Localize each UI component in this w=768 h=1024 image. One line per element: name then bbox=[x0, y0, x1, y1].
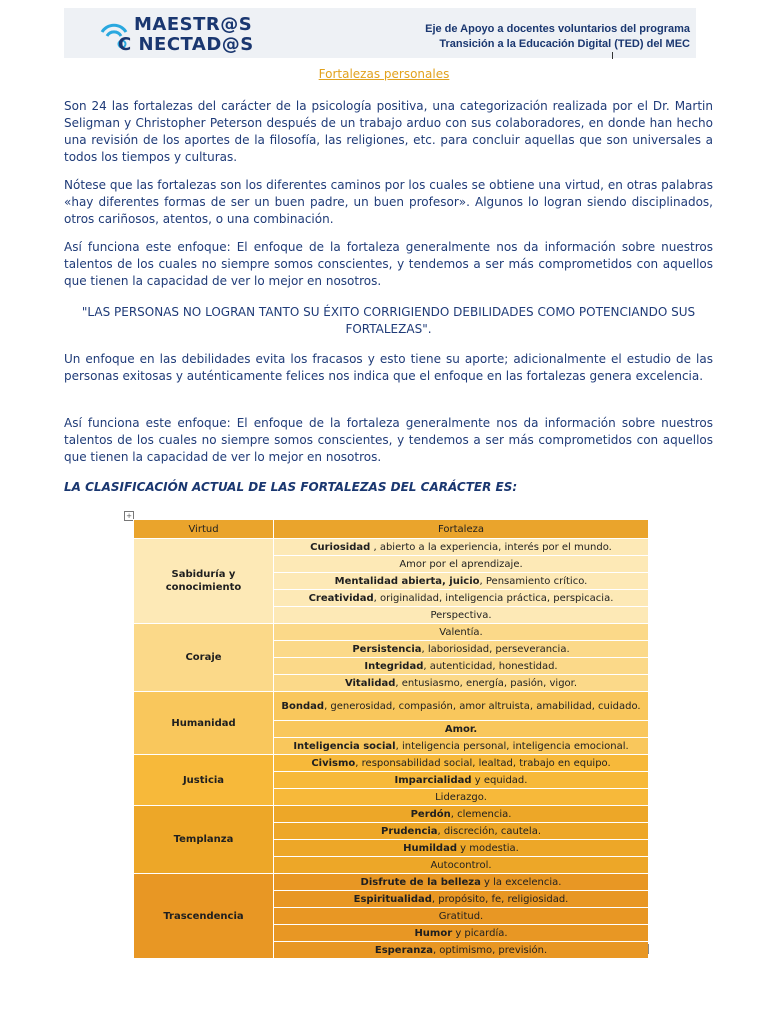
table-header-row bbox=[134, 520, 649, 539]
strength-description: , Pensamiento crítico. bbox=[479, 575, 588, 587]
strength-cell bbox=[274, 624, 649, 641]
strength-name: Humildad bbox=[403, 842, 457, 854]
virtue-cell: Templanza bbox=[134, 806, 274, 874]
strength-description: , inteligencia personal, inteligencia emocional. bbox=[395, 740, 629, 752]
strength-description: , discreción, cautela. bbox=[437, 825, 541, 837]
virtue-cell: Sabiduría y conocimiento bbox=[134, 539, 274, 624]
table-row bbox=[134, 806, 649, 823]
strength-description: Autocontrol. bbox=[430, 859, 492, 871]
strength-description: , optimismo, previsión. bbox=[432, 944, 548, 956]
strength-name: Esperanza bbox=[374, 944, 433, 956]
paragraph-approach-repeat: Así funciona este enfoque: El enfoque de la fortaleza generalmente nos da información sobre nuestros talentos de los cuales no siempre somos conscientes, y tendemos a ser más comprometidos con aquellos que tienen la capacidad de ver lo mejor en nosotros. bbox=[64, 416, 713, 464]
strength-name: Perdón bbox=[410, 808, 451, 820]
strength-description: , autenticidad, honestidad. bbox=[423, 660, 558, 672]
virtue-cell: Coraje bbox=[134, 624, 274, 692]
strength-cell bbox=[274, 908, 649, 925]
document-header bbox=[64, 8, 696, 58]
paragraph-intro: Son 24 las fortalezas del carácter de la psicología positiva, una categorización realizada por el Dr. Martin Seligman y Christopher Peterson después de un trabajo arduo con sus colaboradores, en donde han hecho una revisión de los aportes de la filosofía, las religiones, etc. para concluir aquellas que son universales a todos los tiempos y culturas. bbox=[64, 99, 713, 164]
strength-name: Persistencia bbox=[352, 643, 422, 655]
strength-cell bbox=[274, 590, 649, 607]
virtue-cell: Justicia bbox=[134, 755, 274, 806]
quote-strengths: "LAS PERSONAS NO LOGRAN TANTO SU ÉXITO CORRIGIENDO DEBILIDADES COMO POTENCIANDO SUS FORTALEZAS". bbox=[81, 305, 696, 336]
strength-name: Prudencia bbox=[381, 825, 438, 837]
strength-name: Creatividad bbox=[308, 592, 374, 604]
strength-name: Inteligencia social bbox=[293, 740, 396, 752]
strength-cell bbox=[274, 772, 649, 789]
maestros-conectados-logo bbox=[92, 12, 282, 56]
strength-cell bbox=[274, 806, 649, 823]
strength-cell bbox=[274, 641, 649, 658]
strength-description: Gratitud. bbox=[438, 910, 484, 922]
strength-name: Imparcialidad bbox=[394, 774, 472, 786]
table-body bbox=[134, 539, 649, 959]
strength-cell bbox=[274, 607, 649, 624]
tagline-line2: Transición a la Educación Digital (TED) del MEC bbox=[439, 38, 690, 50]
strength-cell bbox=[274, 840, 649, 857]
strength-name: Vitalidad bbox=[344, 677, 396, 689]
paragraph-virtue-paths: Nótese que las fortalezas son los diferentes caminos por los cuales se obtiene una virtud, en otras palabras «hay diferentes formas de ser un buen padre, un buen profesor». Algunos lo logran siendo disciplinados, otros cariñosos, atentos, o una combinación. bbox=[64, 178, 713, 226]
strength-name: Civismo bbox=[311, 757, 356, 769]
table-move-handle-icon[interactable]: + bbox=[124, 511, 134, 521]
strength-cell bbox=[274, 573, 649, 590]
table-edge-mark bbox=[648, 944, 649, 954]
strength-cell bbox=[274, 823, 649, 840]
strength-description: , laboriosidad, perseverancia. bbox=[421, 643, 570, 655]
strength-description: Amor por el aprendizaje. bbox=[399, 558, 523, 570]
strength-description: Perspectiva. bbox=[430, 609, 492, 621]
strengths-table bbox=[133, 519, 649, 959]
header-divider-mark bbox=[612, 52, 613, 59]
strength-name: Espiritualidad bbox=[353, 893, 432, 905]
paragraph-approach: Así funciona este enfoque: El enfoque de la fortaleza generalmente nos da información sobre nuestros talentos de los cuales no siempre somos conscientes, y tendemos a ser más comprometidos con aquellos que tienen la capacidad de ver lo mejor en nosotros. bbox=[64, 240, 713, 288]
header-fortaleza: Fortaleza bbox=[274, 520, 649, 539]
strength-cell bbox=[274, 755, 649, 772]
virtue-cell: Humanidad bbox=[134, 692, 274, 755]
strength-description: y la excelencia. bbox=[480, 876, 562, 888]
table-row bbox=[134, 874, 649, 891]
table-row bbox=[134, 692, 649, 721]
logo-text-line1: MAESTR@S bbox=[134, 14, 253, 35]
strength-description: y picardía. bbox=[452, 927, 508, 939]
table-row bbox=[134, 539, 649, 556]
strength-description: , originalidad, inteligencia práctica, perspicacia. bbox=[373, 592, 614, 604]
strength-cell bbox=[274, 675, 649, 692]
strength-cell bbox=[274, 692, 649, 721]
strength-description: y equidad. bbox=[471, 774, 528, 786]
strength-description: , propósito, fe, religiosidad. bbox=[431, 893, 569, 905]
strength-cell bbox=[274, 874, 649, 891]
strength-description: Valentía. bbox=[439, 626, 483, 638]
paragraph-weaknesses: Un enfoque en las debilidades evita los fracasos y esto tiene su aporte; adicionalmente el estudio de las personas exitosas y auténticamente felices nos indica que el enfoque en las fortalezas genera excelencia. bbox=[64, 352, 713, 383]
strength-cell bbox=[274, 857, 649, 874]
table-row bbox=[134, 755, 649, 772]
strength-name: Humor bbox=[414, 927, 453, 939]
strength-name: Bondad bbox=[281, 700, 325, 712]
strength-name: Integridad bbox=[364, 660, 424, 672]
program-tagline bbox=[400, 22, 690, 52]
strength-name: Amor. bbox=[444, 723, 478, 735]
strength-description: , abierto a la experiencia, interés por el mundo. bbox=[370, 541, 612, 553]
strength-description: , responsabilidad social, lealtad, trabajo en equipo. bbox=[355, 757, 611, 769]
strength-cell bbox=[274, 721, 649, 738]
strength-cell bbox=[274, 556, 649, 573]
tagline-line1: Eje de Apoyo a docentes voluntarios del programa bbox=[425, 23, 690, 35]
strength-description: y modestia. bbox=[456, 842, 519, 854]
strength-cell bbox=[274, 925, 649, 942]
strength-description: , entusiasmo, energía, pasión, vigor. bbox=[395, 677, 578, 689]
page-title: Fortalezas personales bbox=[318, 67, 450, 81]
header-virtud: Virtud bbox=[134, 520, 274, 539]
strength-cell bbox=[274, 942, 649, 959]
section-heading: LA CLASIFICACIÓN ACTUAL DE LAS FORTALEZAS DEL CARÁCTER ES: bbox=[64, 480, 518, 494]
table-row bbox=[134, 624, 649, 641]
strength-name: Mentalidad abierta, juicio bbox=[334, 575, 480, 587]
strength-cell bbox=[274, 738, 649, 755]
strength-cell bbox=[274, 891, 649, 908]
strength-cell bbox=[274, 658, 649, 675]
virtue-cell: Trascendencia bbox=[134, 874, 274, 959]
strength-name: Disfrute de la belleza bbox=[360, 876, 481, 888]
strength-description: , clemencia. bbox=[450, 808, 512, 820]
strength-description: Liderazgo. bbox=[435, 791, 487, 803]
strength-cell bbox=[274, 789, 649, 806]
logo-text-line2: C NECTAD@S bbox=[118, 34, 254, 55]
strength-cell bbox=[274, 539, 649, 556]
strength-name: Curiosidad bbox=[310, 541, 371, 553]
strength-description: , generosidad, compasión, amor altruista, amabilidad, cuidado. bbox=[324, 700, 641, 712]
